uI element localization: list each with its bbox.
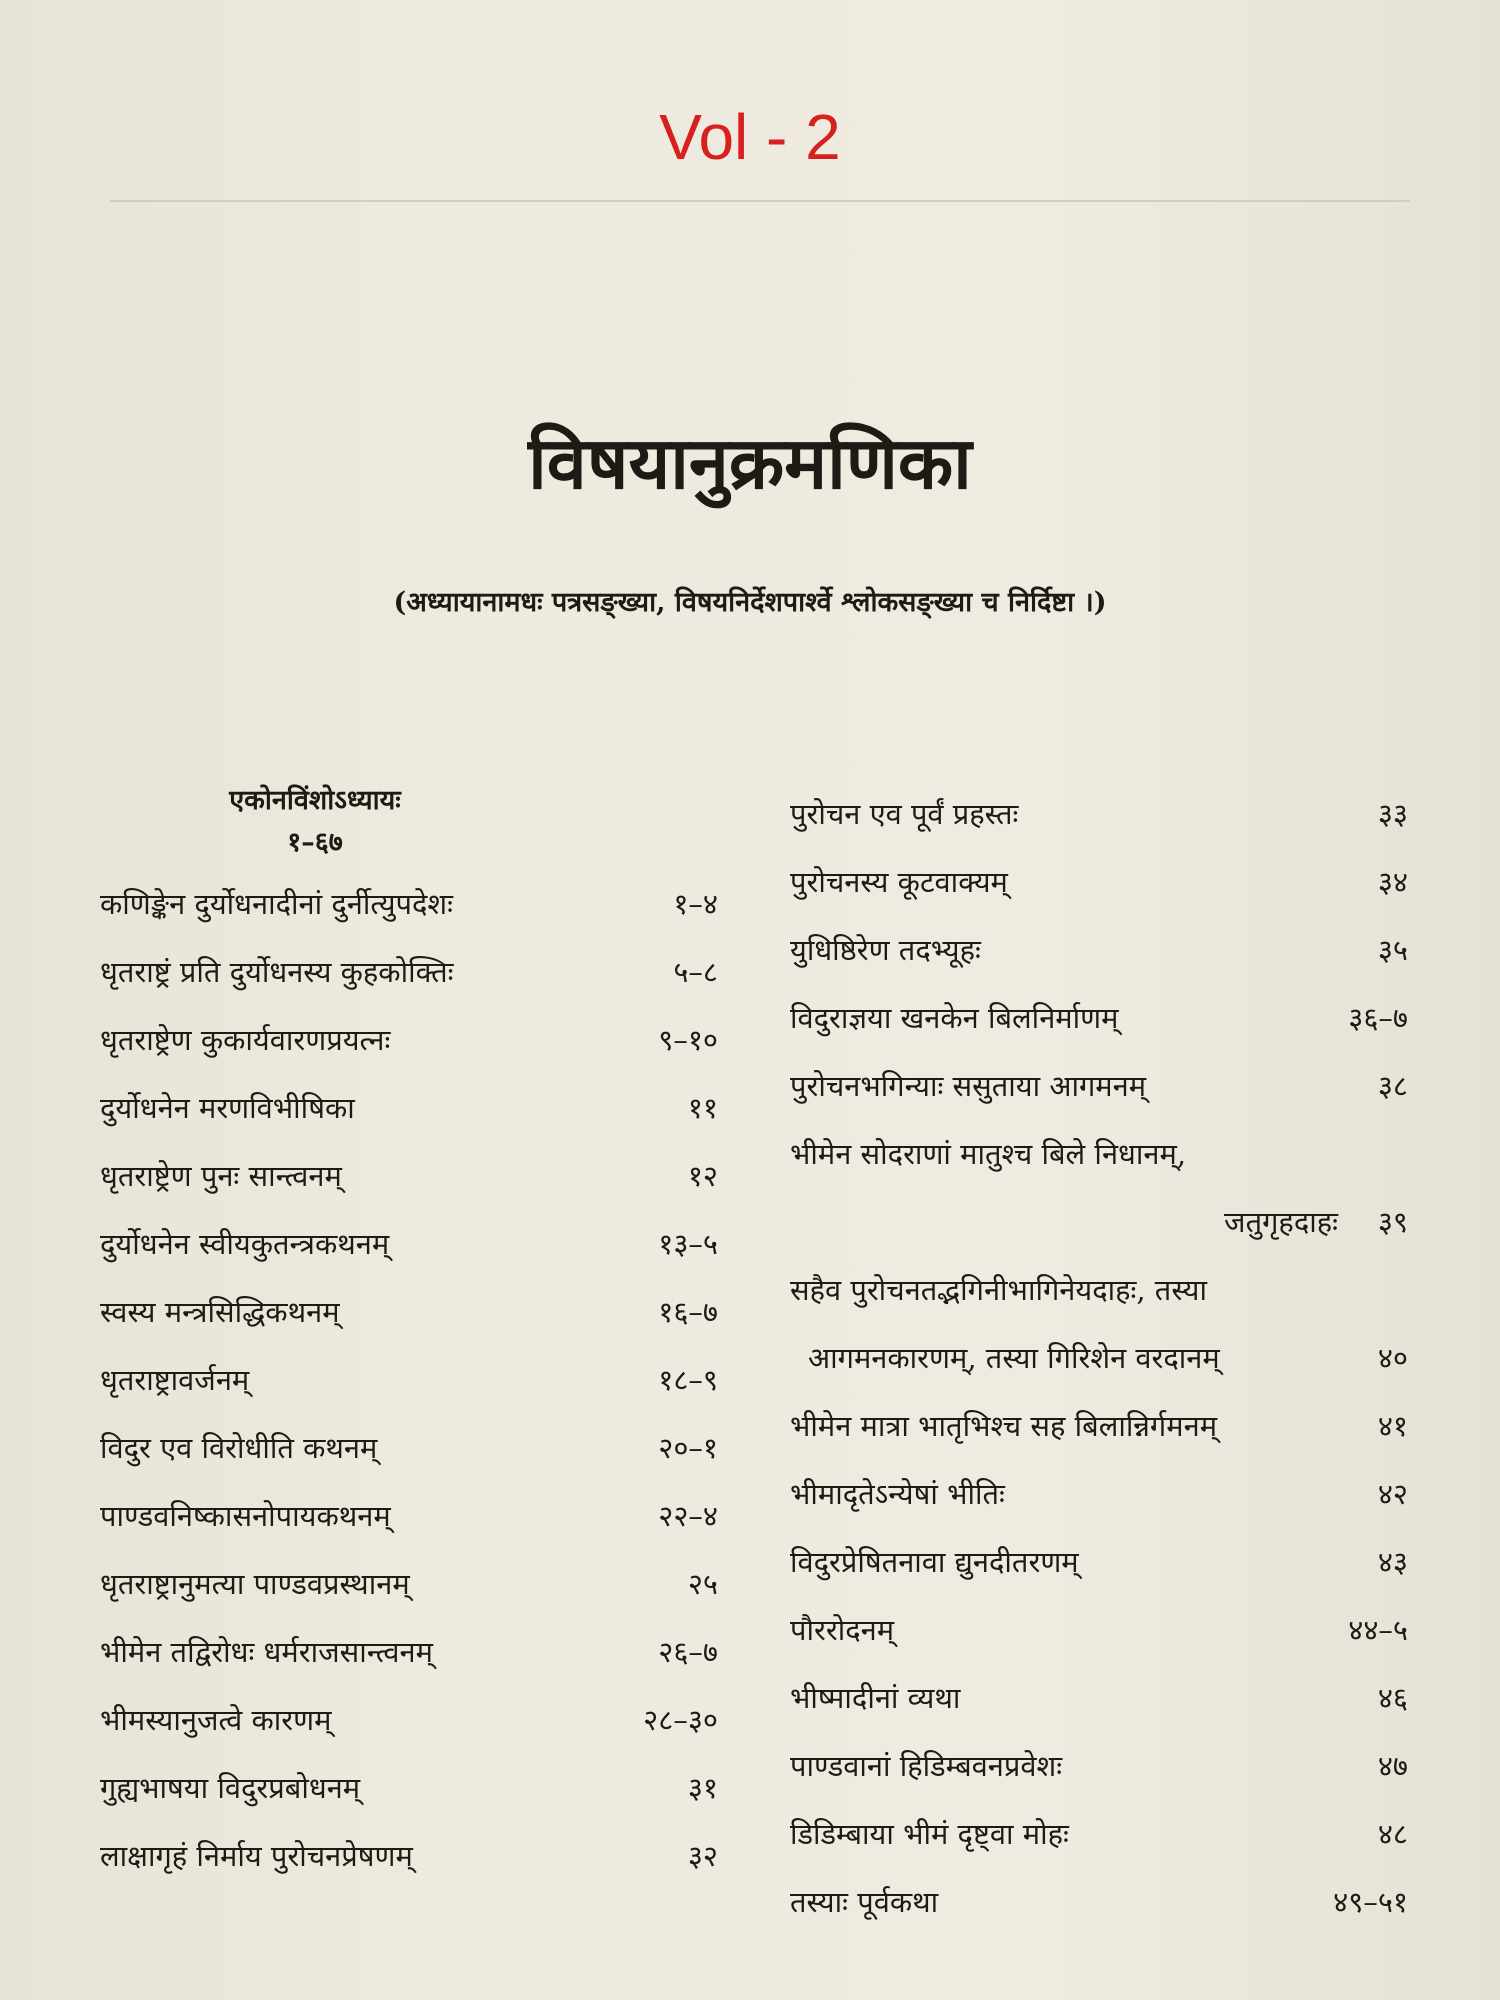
toc-entry-text: पाण्डवानां हिडिम्बवनप्रवेशः [790,1749,1063,1783]
toc-entry [100,938,718,1006]
toc-entry [100,1210,718,1278]
toc-entry-number: ३६–७ [1348,1001,1408,1035]
toc-entry [100,1482,718,1550]
left-column [100,780,718,1890]
toc-entry [100,1074,718,1142]
toc-entry-text: भीमस्यानुजत्वे कारणम् [100,1703,332,1737]
toc-entry [790,1732,1408,1800]
toc-entry-number: ९–१० [658,1023,718,1057]
toc-entry [100,1686,718,1754]
toc-entry-text: धृतराष्ट्रेण पुनः सान्त्वनम् [100,1159,342,1193]
toc-entry-number: २०–१ [658,1431,718,1465]
toc-entry [790,1596,1408,1664]
toc-entry-number: ४१ [1377,1409,1408,1443]
toc-entry-text: धृतराष्ट्रेण कुकार्यवारणप्रयत्नः [100,1023,391,1057]
page-subtitle: (अध्यायानामधः पत्रसङ्ख्या, विषयनिर्देशपार्श्वे श्लोकसङ्ख्या च निर्दिष्टा ।) [393,587,1107,618]
toc-entry [790,1800,1408,1868]
toc-entry-number: ३९ [1377,1205,1408,1239]
toc-entry-text: विदुर एव विरोधीति कथनम् [100,1431,378,1465]
toc-entry [790,916,1408,984]
toc-entry-text: पुरोचनस्य कूटवाक्यम् [790,865,1008,899]
toc-entry [100,1618,718,1686]
page-title: विषयानुक्रमणिका [528,420,972,505]
toc-entry-text: धृतराष्ट्रं प्रति दुर्योधनस्य कुहकोक्तिः [100,955,454,989]
toc-entry [790,1664,1408,1732]
toc-entry-number: ११ [687,1091,718,1125]
toc-entry-text: पाण्डवनिष्कासनोपायकथनम् [100,1499,391,1533]
toc-entry [100,1006,718,1074]
toc-entry-text: दुर्योधनेन मरणविभीषिका [100,1091,355,1125]
toc-entry-text: डिडिम्बाया भीमं दृष्ट्वा मोहः [790,1817,1069,1851]
toc-entry-number: ४० [1377,1341,1408,1375]
toc-entry-number: १६–७ [658,1295,718,1329]
toc-entry-number: ४८ [1377,1817,1408,1851]
toc-entry [790,848,1408,916]
toc-entry [790,1392,1408,1460]
toc-entry [100,1278,718,1346]
toc-entry-text: पुरोचन एव पूर्वं प्रहस्तः [790,797,1019,831]
chapter-page-range: १–६७ [287,827,343,858]
toc-entry-number: ३४ [1377,865,1408,899]
toc-entry-text: भीमेन तद्विरोधः धर्मराजसान्त्वनम् [100,1635,433,1669]
chapter-heading: एकोनविंशोऽध्यायः [229,785,401,816]
toc-entry-text-cont: जतुगृहदाहः [1224,1205,1338,1239]
toc-entry-number: १–४ [673,887,718,921]
toc-entry [790,1528,1408,1596]
toc-entry-text: भीष्मादीनां व्यथा [790,1681,961,1715]
toc-entry [100,1822,718,1890]
toc-entry-text: कणिङ्केन दुर्योधनादीनां दुर्नीत्युपदेशः [100,887,454,921]
toc-entry-text: स्वस्य मन्त्रसिद्धिकथनम् [100,1295,340,1329]
toc-entry-text: भीमादृतेऽन्येषां भीतिः [790,1477,1005,1511]
right-column [790,780,1408,1936]
toc-entry-text-cont: आगमनकारणम्, तस्या गिरिशेन वरदानम् [808,1341,1220,1375]
toc-entry-number: २५ [687,1567,718,1601]
toc-entry-number: ४४–५ [1348,1613,1408,1647]
toc-entry-number: ३२ [687,1839,718,1873]
toc-entry [790,780,1408,848]
toc-entry-number: ४२ [1377,1477,1408,1511]
toc-entry [100,1414,718,1482]
toc-entry-number: २८–३० [643,1703,718,1737]
toc-entry-number: ५–८ [673,955,718,989]
toc-entry-number: ३५ [1377,933,1408,967]
toc-entry-text: विदुराज्ञया खनकेन बिलनिर्माणम् [790,1001,1119,1035]
toc-entry [100,1346,718,1414]
toc-entry-text: गुह्यभाषया विदुरप्रबोधनम् [100,1771,361,1805]
toc-entry [790,984,1408,1052]
toc-entry-text: पुरोचनभगिन्याः ससुताया आगमनम् [790,1069,1147,1103]
header-rule [110,200,1410,202]
toc-entry-number: २६–७ [658,1635,718,1669]
toc-entry-number: ३३ [1377,797,1408,831]
toc-entry-text: धृतराष्ट्रानुमत्या पाण्डवप्रस्थानम् [100,1567,410,1601]
toc-entry-multiline [790,1256,1408,1392]
toc-entry-number: ४६ [1377,1681,1408,1715]
volume-label: Vol - 2 [659,101,841,173]
toc-entry-text: तस्याः पूर्वकथा [790,1885,939,1919]
toc-entry-multiline [790,1120,1408,1256]
toc-entry [790,1052,1408,1120]
toc-entry-number: ३८ [1377,1069,1408,1103]
toc-entry-number: ४९–५१ [1333,1885,1408,1919]
toc-entry-number: २२–४ [658,1499,718,1533]
toc-entry-number: ३१ [687,1771,718,1805]
toc-entry [100,1754,718,1822]
toc-entry-text: विदुरप्रेषितनावा द्युनदीतरणम् [790,1545,1079,1579]
toc-entry-text: धृतराष्ट्रावर्जनम् [100,1363,250,1397]
toc-entry-number: १८–९ [658,1363,718,1397]
toc-entry-text: युधिष्ठिरेण तदभ्यूहः [790,933,981,967]
toc-entry-number: १३–५ [658,1227,718,1261]
toc-entry [100,870,718,938]
toc-entry-text: दुर्योधनेन स्वीयकुतन्त्रकथनम् [100,1227,390,1261]
toc-entry-number: १२ [687,1159,718,1193]
toc-entry-text: लाक्षागृहं निर्माय पुरोचनप्रेषणम् [100,1839,413,1873]
toc-entry-text: पौररोदनम् [790,1613,895,1647]
toc-entry-text: भीमेन मात्रा भातृभिश्च सह बिलान्निर्गमनम् [790,1409,1218,1443]
toc-entry [100,1142,718,1210]
toc-entry-number: ४३ [1377,1545,1408,1579]
toc-entry [790,1868,1408,1936]
toc-entry-number: ४७ [1377,1749,1408,1783]
toc-entry-text: भीमेन सोदराणां मातुश्च बिले निधानम्, [790,1137,1187,1171]
toc-entry-text: सहैव पुरोचनतद्भगिनीभागिनेयदाहः, तस्या [790,1273,1207,1307]
toc-entry [790,1460,1408,1528]
toc-entry [100,1550,718,1618]
